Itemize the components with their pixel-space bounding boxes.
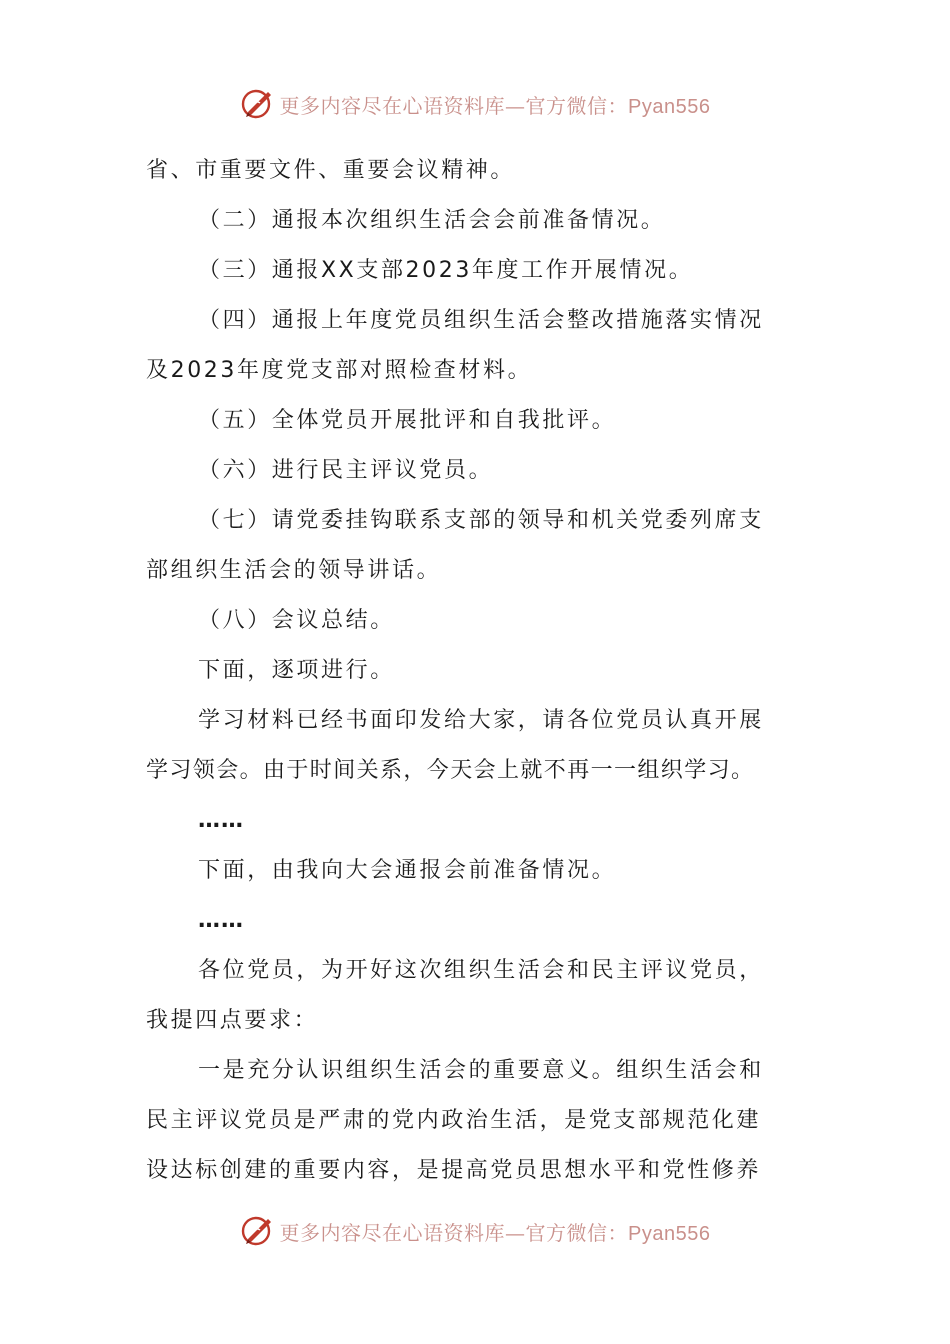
watermark-banner-bottom — [0, 1211, 950, 1251]
paragraph-line: 下面，由我向大会通报会前准备情况。 — [198, 858, 617, 883]
ellipsis-line: …… — [198, 808, 244, 833]
paragraph-line: 民主评议党员是严肃的党内政治生活，是党支部规范化建 — [146, 1108, 762, 1133]
ellipsis-line: …… — [198, 908, 244, 933]
agenda-item-5: （五）全体党员开展批评和自我批评。 — [198, 408, 617, 433]
wechat-id: Pyan556 — [628, 95, 711, 118]
agenda-item-4: （四）通报上年度党员组织生活会整改措施落实情况 — [198, 308, 764, 333]
paragraph-line: 各位党员，为开好这次组织生活会和民主评议党员， — [198, 958, 764, 983]
paragraph-line: 设达标创建的重要内容，是提高党员思想水平和党性修养 — [146, 1158, 762, 1183]
agenda-item-7: （七）请党委挂钩联系支部的领导和机关党委列席支 — [198, 508, 764, 533]
paragraph-line: 我提四点要求： — [146, 1008, 319, 1033]
watermark-text: 更多内容尽在心语资料库—官方微信：Pyan556 — [279, 1220, 711, 1245]
paragraph-line: 一是充分认识组织生活会的重要意义。组织生活会和 — [198, 1058, 764, 1083]
paragraph-line: 学习领会。由于时间关系，今天会上就不再一一组织学习。 — [146, 758, 755, 783]
paragraph-line: 部组织生活会的领导讲话。 — [146, 558, 442, 583]
paragraph-line: 下面，逐项进行。 — [198, 658, 395, 683]
pen-seal-icon — [240, 86, 276, 122]
wechat-id: Pyan556 — [628, 1222, 711, 1245]
agenda-item-2: （二）通报本次组织生活会会前准备情况。 — [198, 208, 666, 233]
agenda-item-3: （三）通报XX支部2023年度工作开展情况。 — [198, 258, 694, 283]
paragraph-line: 学习材料已经书面印发给大家，请各位党员认真开展 — [198, 708, 764, 733]
agenda-item-6: （六）进行民主评议党员。 — [198, 458, 494, 483]
document-body — [146, 146, 806, 1196]
watermark-banner-top — [0, 84, 950, 124]
watermark-text: 更多内容尽在心语资料库—官方微信：Pyan556 — [279, 93, 711, 118]
agenda-item-8: （八）会议总结。 — [198, 608, 395, 633]
pen-seal-icon — [240, 1213, 276, 1249]
paragraph-line: 省、市重要文件、重要会议精神。 — [146, 158, 516, 183]
paragraph-line: 及2023年度党支部对照检查材料。 — [146, 358, 533, 383]
